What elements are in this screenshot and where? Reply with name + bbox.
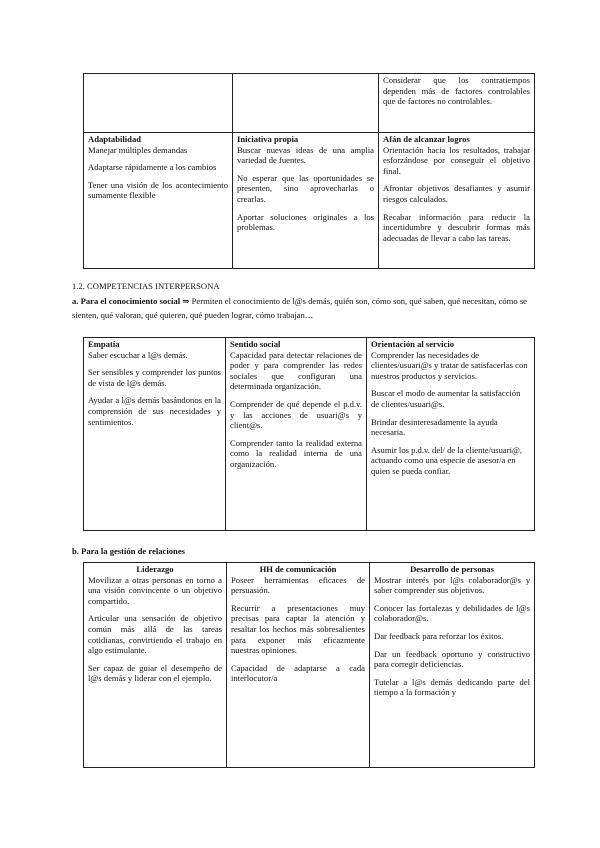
table-intrapersonal — [83, 73, 535, 269]
cell-text: Poseer herramientas eficaces de persuasión. — [231, 574, 365, 596]
cell-text: Ser sensibles y comprender los puntos de vista de l@s demás. — [88, 367, 221, 388]
cell-text: Capacidad de adaptarse a cada interlocutor/a — [231, 662, 365, 684]
cell-text: Buscar nuevas ideas de una amplia variedad de fuentes. — [237, 144, 374, 166]
subsection-a — [72, 294, 542, 322]
cell-text: Recurrir a presentaciones muy precisas para captar la atención y resaltar los hechos más sobresalientes para exponer más eficazmente nuestras opiniones. — [231, 602, 365, 656]
subsection-b-label: b. Para la gestión de relaciones — [72, 546, 185, 556]
table-cell — [84, 133, 233, 269]
table-cell — [84, 338, 226, 531]
table-cell — [379, 133, 535, 269]
table-cell — [84, 74, 233, 133]
column-title: Afán de alcanzar logros — [383, 134, 470, 144]
cell-text: Recabar información para reducir la incertidumbre y descubrir formas más adecuadas de llevar a cabo las tareas. — [383, 211, 530, 243]
subsection-a-label: a. Para el conocimiento social ⇒ — [72, 296, 190, 306]
cell-text: Comprender tanto la realidad externa como la realidad interna de una organización. — [230, 437, 362, 469]
column-title: Desarrollo de personas — [410, 564, 494, 574]
cell-text: Ayudar a l@s demás basándonos en la comprensión de sus necesidades y sentimientos. — [88, 395, 221, 427]
column-title: Adaptabilidad — [88, 134, 142, 144]
cell-text: Saber escuchar a l@s demás. — [88, 349, 188, 360]
table-cell — [226, 338, 367, 531]
cell-text: Articular una sensación de objetivo común más allá de las tareas cotidianas, convirtiendo el trabajo en algo estimulante. — [88, 613, 222, 656]
cell-text: Dar feedback para reforzar los éxitos. — [374, 630, 504, 641]
cell-text: Adaptarse rápidamente a los cambios — [88, 162, 217, 173]
cell-text: Movilizar a otras personas en torno a una visión convincente o un objetivo compartido. — [88, 574, 222, 606]
cell-text: Afrontar objetivos desafiantes y asumir riesgos calculados. — [383, 183, 530, 204]
table-cell — [233, 74, 379, 133]
cell-text: Dar un feedback oportuno y constructivo para corregir deficiencias. — [374, 648, 530, 670]
cell-text: Conocer las fortalezas y debilidades de l@s colaborador@s. — [374, 602, 530, 624]
subsection-a-text: Permiten el conocimiento de l@s demás, quién son, cómo son, qué saben, qué necesitan, cómo se sienten, qué valoran, qué quieren, qué pueden lograr, cómo trabajan… — [72, 296, 527, 320]
cell-text: Mostrar interés por l@s colaborador@s y saber comprender sus objetivos. — [374, 574, 530, 596]
cell-text: Orientación hacia los resultados, trabajar esforzándose por conseguir el objetivo final. — [383, 144, 530, 176]
section-heading: 1.2. COMPETENCIAS INTERPERSONA — [72, 281, 220, 291]
cell-text: Ser capaz de guiar el desempeño de l@s demás y liderar con el ejemplo. — [88, 662, 222, 684]
column-title: Orientación al servicio — [371, 339, 455, 349]
table-row — [84, 563, 535, 768]
table-cell — [367, 338, 535, 531]
cell-text: Aportar soluciones originales a los problemas. — [237, 211, 374, 233]
table-cell — [379, 74, 535, 133]
column-title: Empatía — [88, 339, 120, 349]
cell-text: Brindar desinteresadamente la ayuda necesaria. — [371, 416, 498, 438]
cell-text: Buscar el modo de aumentar la satisfacción de clientes/usuari@s. — [371, 388, 521, 409]
table-row — [84, 133, 535, 269]
cell-text: Tutelar a l@s demás dedicando parte del tiempo a la formación y — [374, 676, 530, 698]
cell-text: Capacidad para detectar relaciones de poder y para comprender las redes sociales que configuran una determinada organización. — [230, 349, 362, 392]
column-title: Liderazgo — [136, 564, 174, 574]
cell-text: Asumir los p.d.v. del/ de la cliente/usuari@, actuando como una especie de asesor/a en quien se pueda confiar. — [371, 444, 523, 476]
column-title: HH de comunicación — [259, 564, 337, 574]
table-row — [84, 74, 535, 133]
table-row — [84, 338, 535, 531]
column-title: Sentido social — [230, 339, 281, 349]
table-cell — [233, 133, 379, 269]
cell-text: Tener una visión de los acontecimiento sumamente flexible — [88, 179, 228, 201]
table-cell — [227, 563, 370, 768]
table-cell — [84, 563, 227, 768]
cell-text: No esperar que las oportunidades se presenten, sino aprovecharlas o crearlas. — [237, 172, 374, 204]
cell-text: Considerar que los contratiempos dependen más de factores controlables que de factores no controlables. — [383, 75, 530, 107]
cell-text: Comprender de qué depende el p.d.v. y las acciones de usuari@s y client@s. — [230, 398, 362, 431]
cell-text: Manejar múltiples demandas — [88, 144, 188, 155]
column-title: Iniciativa propia — [237, 134, 299, 144]
cell-text: Comprender las necesidades de clientes/usuari@s y tratar de satisfacerlas con nuestros productos y servicios. — [371, 349, 528, 381]
table-cell — [370, 563, 535, 768]
table-social-knowledge — [83, 337, 535, 531]
table-relationship-management — [83, 562, 535, 768]
